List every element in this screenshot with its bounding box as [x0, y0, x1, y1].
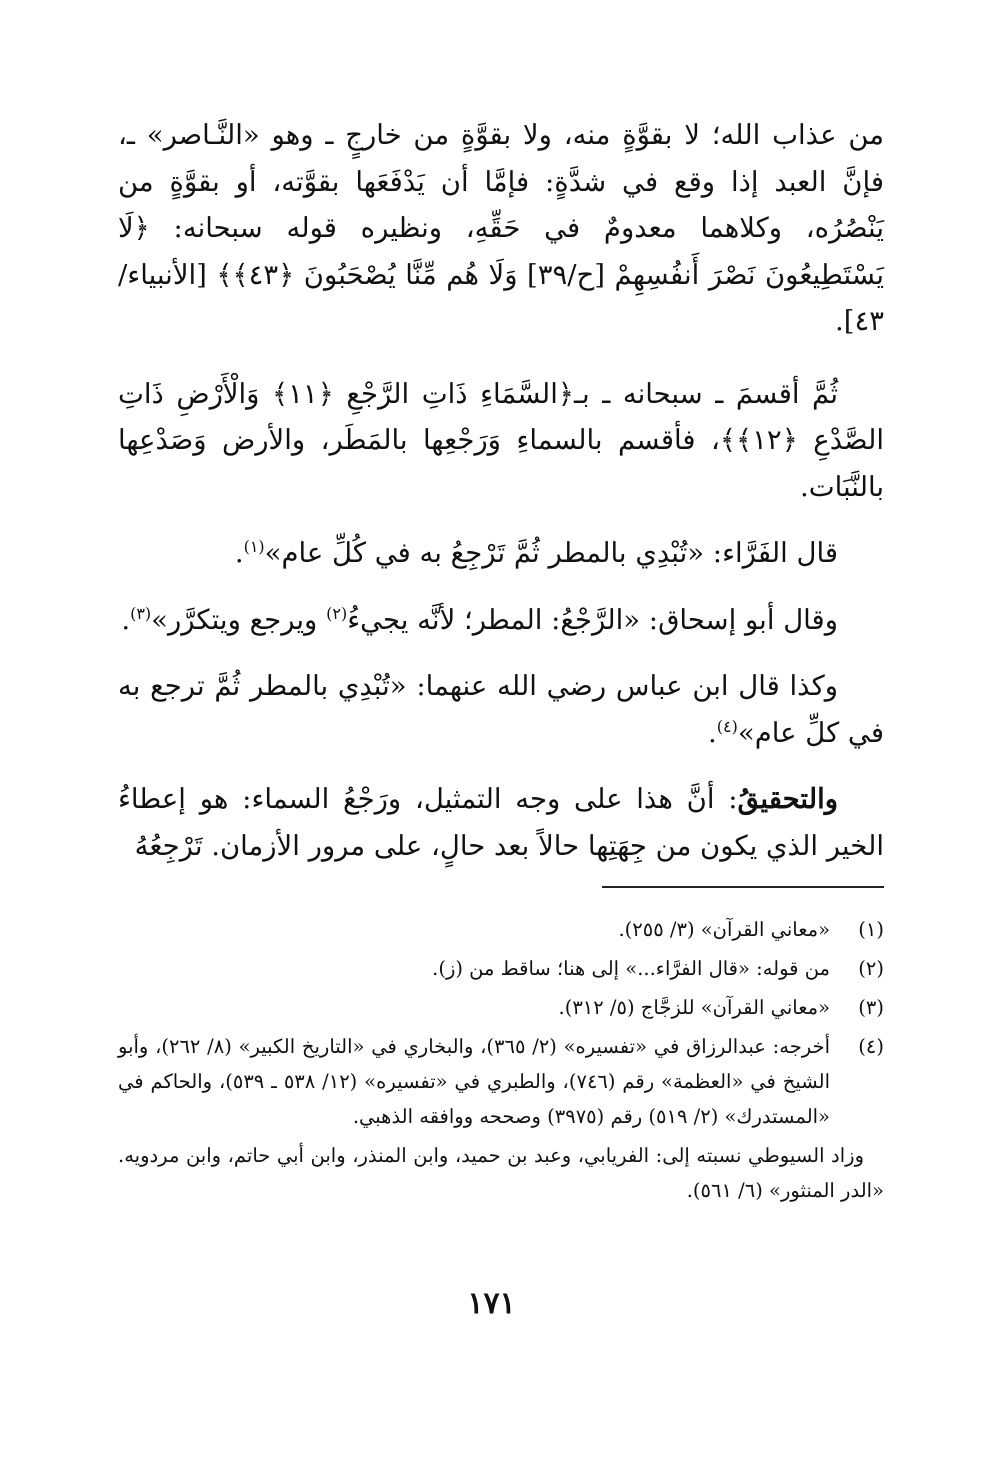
footnote-1	[118, 912, 884, 947]
period: .	[121, 603, 131, 636]
footnote-text: «معاني القرآن» للزجَّاج (٥/ ٣١٢).	[558, 996, 830, 1019]
footnote-text: «معاني القرآن» (٣/ ٢٥٥).	[618, 918, 830, 941]
footnote-number: (٤)	[858, 1035, 884, 1058]
paragraph-6	[118, 776, 884, 869]
main-text	[118, 112, 884, 869]
footnotes	[118, 912, 884, 1208]
tahqiq-text: : أنَّ هذا على وجه التمثيل، ورَجْعُ السماء: هو إعطاءُ الخير الذي يكون من جِهَتِها حالاً بعد حالٍ، على مرور الأزمان. تَرْجِعُهُ	[118, 783, 884, 862]
footnote-ref-2[interactable]: (٢)	[326, 603, 348, 623]
paragraph-4	[118, 597, 884, 644]
footnote-text: أخرجه: عبدالرزاق في «تفسيره» (٢/ ٣٦٥)، والبخاري في «التاريخ الكبير» (٨/ ٢٦٢)، وأبو الشيخ في «العظمة» رقم (٧٤٦)، والطبري في «تفسيره» (١٢/ ٥٣٨ ـ ٥٣٩)، والحاكم في «المستدرك» (٢/ ٥١٩) رقم (٣٩٧٥) وصححه ووافقه الذهبي.	[118, 1035, 830, 1128]
footnote-2	[118, 951, 884, 986]
tahqiq-heading: والتحقيقُ	[737, 783, 838, 815]
footnote-ref-3[interactable]: (٣)	[130, 603, 152, 623]
footnote-ref-1[interactable]: (١)	[243, 536, 265, 556]
footnote-ref-4[interactable]: (٤)	[716, 716, 738, 736]
footnote-number: (١)	[858, 918, 884, 941]
paragraph-3	[118, 530, 884, 577]
footnote-4	[118, 1029, 884, 1134]
footnote-text: من قوله: «قال الفرَّاء...» إلى هنا؛ ساقط من (ز).	[432, 957, 830, 980]
abu-ishaq-quote-cont: ويرجع ويتكرَّر»	[151, 603, 327, 636]
footnote-3	[118, 990, 884, 1025]
paragraph-1: من عذاب الله؛ لا بقوَّةٍ منه، ولا بقوَّةٍ من خارجٍ ـ وهو «النَّـاصر» ـ، فإنَّ العبد إذا وقع في شدَّةٍ: فإمَّا أن يَدْفَعَها بقوَّته، أو بقوَّةٍ من يَنْصُرُه، وكلاهما معدومٌ في حَقِّهِ، ونظيره قوله سبحانه: ﴿لَا يَسْتَطِيعُونَ نَصْرَ أَنفُسِهِمْ [ح/٣٩] وَلَا هُم مِّنَّا يُصْحَبُونَ ﴿٤٣﴾﴾ [الأنبياء/ ٤٣].	[118, 119, 884, 337]
footnote-divider	[602, 886, 884, 888]
period: .	[234, 537, 244, 569]
abu-ishaq-quote: وقال أبو إسحاق: «الرَّجْعُ: المطر؛ لأنَّه يجيءُ	[347, 603, 838, 636]
period: .	[708, 716, 717, 749]
footnote-number: (٢)	[858, 957, 884, 980]
footnote-number: (٣)	[858, 996, 884, 1019]
paragraph-5	[118, 663, 884, 756]
ibn-abbas-quote: وكذا قال ابن عباس رضي الله عنهما: «تُبْدِي بالمطر ثُمَّ ترجع به في كلِّ عام»	[118, 670, 884, 749]
farra-quote: قال الفَرَّاء: «تُبْدِي بالمطر ثُمَّ تَرْجِعُ به في كُلِّ عام»	[264, 537, 838, 569]
page-number: ١٧١	[467, 1286, 516, 1321]
paragraph-2: ثُمَّ أقسمَ ـ سبحانه ـ بـ﴿السَّمَاءِ ذَاتِ الرَّجْعِ ﴿١١﴾ وَالْأَرْضِ ذَاتِ الصَّدْعِ ﴿١٢﴾﴾، فأقسم بالسماءِ وَرَجْعِها بالمَطَر، والأرض وَصَدْعِها بالنَّبَات.	[118, 377, 884, 503]
footnote-4-continuation: وزاد السيوطي نسبته إلى: الفريابي، وعبد بن حميد، وابن المنذر، وابن أبي حاتم، وابن مردويه. «الدر المنثور» (٦/ ٥٦١).	[118, 1144, 884, 1202]
